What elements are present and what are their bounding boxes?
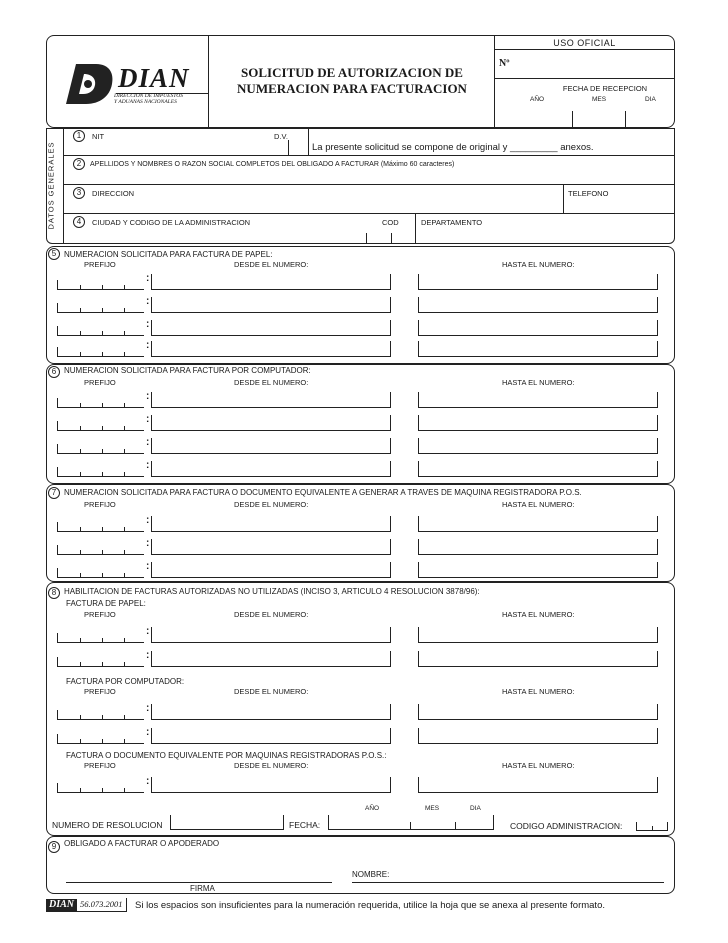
prefijo-input[interactable] bbox=[57, 633, 144, 643]
colon-separator: : bbox=[146, 273, 150, 284]
number-badge-9: 9 bbox=[48, 841, 60, 853]
logo-subtitle-2: Y ADUANAS NACIONALES bbox=[114, 99, 177, 105]
desde-numero-input[interactable] bbox=[151, 728, 391, 744]
firma-line[interactable] bbox=[66, 869, 332, 883]
prefijo-input[interactable] bbox=[57, 710, 144, 720]
desde-numero-input[interactable] bbox=[151, 461, 391, 477]
desde-numero-input[interactable] bbox=[151, 392, 391, 408]
footer-logo: DIAN bbox=[46, 899, 77, 911]
number-badge-3: 3 bbox=[73, 187, 85, 199]
prefijo-input[interactable] bbox=[57, 545, 144, 555]
hasta-numero-input[interactable] bbox=[418, 777, 658, 793]
prefijo-input[interactable] bbox=[57, 303, 144, 313]
footer-code: 56.073.2001 bbox=[80, 899, 123, 909]
colon-separator: : bbox=[146, 391, 150, 402]
section-8-title: HABILITACION DE FACTURAS AUTORIZADAS NO UTILIZADAS (INCISO 3, ARTICULO 4 RESOLUCION 3878/96): bbox=[64, 587, 480, 596]
desde-column-label: DESDE EL NUMERO: bbox=[234, 500, 309, 509]
colon-separator: : bbox=[146, 776, 150, 787]
cod-label: COD bbox=[382, 218, 399, 227]
section-8-sub-pos: FACTURA O DOCUMENTO EQUIVALENTE POR MAQUINAS REGISTRADORAS P.O.S.: bbox=[66, 751, 387, 760]
uso-oficial-label: USO OFICIAL bbox=[553, 38, 616, 48]
res-mes-label: MES bbox=[425, 805, 440, 812]
hasta-numero-input[interactable] bbox=[418, 651, 658, 667]
desde-numero-input[interactable] bbox=[151, 297, 391, 313]
hasta-numero-input[interactable] bbox=[418, 320, 658, 336]
colon-separator: : bbox=[146, 437, 150, 448]
prefijo-input[interactable] bbox=[57, 734, 144, 744]
prefijo-column-label: PREFIJO bbox=[84, 610, 116, 619]
desde-column-label: DESDE EL NUMERO: bbox=[234, 378, 309, 387]
colon-separator: : bbox=[146, 703, 150, 714]
ciudad-input[interactable] bbox=[64, 228, 414, 243]
prefijo-input[interactable] bbox=[57, 467, 144, 477]
razon-social-label: APELLIDOS Y NOMBRES O RAZON SOCIAL COMPLETOS DEL OBLIGADO A FACTURAR (Máximo 60 caracteres) bbox=[90, 161, 455, 168]
section-8-sub-computador: FACTURA POR COMPUTADOR: bbox=[66, 677, 185, 686]
hasta-numero-input[interactable] bbox=[418, 704, 658, 720]
colon-separator: : bbox=[146, 650, 150, 661]
desde-numero-input[interactable] bbox=[151, 341, 391, 357]
desde-column-label: DESDE EL NUMERO: bbox=[234, 687, 309, 696]
res-dia-label: DIA bbox=[470, 805, 481, 812]
footer-note: Si los espacios son insuficientes para la numeración requerida, utilice la hoja que se anexa al presente formato. bbox=[135, 900, 605, 911]
hasta-column-label: HASTA EL NUMERO: bbox=[502, 500, 575, 509]
prefijo-column-label: PREFIJO bbox=[84, 761, 116, 770]
prefijo-column-label: PREFIJO bbox=[84, 500, 116, 509]
hasta-numero-input[interactable] bbox=[418, 297, 658, 313]
desde-numero-input[interactable] bbox=[151, 627, 391, 643]
nombre-label: NOMBRE: bbox=[352, 870, 390, 879]
desde-numero-input[interactable] bbox=[151, 777, 391, 793]
logo-text: DIAN bbox=[118, 63, 190, 93]
number-badge-4: 4 bbox=[73, 216, 85, 228]
desde-numero-input[interactable] bbox=[151, 562, 391, 578]
prefijo-input[interactable] bbox=[57, 347, 144, 357]
section-6-title: NUMERACION SOLICITADA PARA FACTURA POR COMPUTADOR: bbox=[64, 366, 311, 375]
number-badge-8: 8 bbox=[48, 587, 60, 599]
prefijo-input[interactable] bbox=[57, 522, 144, 532]
colon-separator: : bbox=[146, 727, 150, 738]
desde-numero-input[interactable] bbox=[151, 320, 391, 336]
desde-numero-input[interactable] bbox=[151, 704, 391, 720]
codigo-administracion-label: CODIGO ADMINISTRACION: bbox=[510, 821, 623, 831]
hasta-numero-input[interactable] bbox=[418, 341, 658, 357]
hasta-numero-input[interactable] bbox=[418, 562, 658, 578]
desde-numero-input[interactable] bbox=[151, 539, 391, 555]
desde-numero-input[interactable] bbox=[151, 438, 391, 454]
fecha-dia-label: DIA bbox=[645, 96, 656, 103]
fecha-resolucion-input[interactable] bbox=[328, 815, 494, 830]
colon-separator: : bbox=[146, 340, 150, 351]
hasta-numero-input[interactable] bbox=[418, 438, 658, 454]
hasta-numero-input[interactable] bbox=[418, 728, 658, 744]
hasta-numero-input[interactable] bbox=[418, 461, 658, 477]
direccion-label: DIRECCION bbox=[92, 189, 135, 198]
prefijo-input[interactable] bbox=[57, 444, 144, 454]
desde-column-label: DESDE EL NUMERO: bbox=[234, 761, 309, 770]
anexos-text: La presente solicitud se compone de original y _________ anexos. bbox=[312, 142, 594, 153]
prefijo-input[interactable] bbox=[57, 657, 144, 667]
razon-social-input[interactable] bbox=[64, 170, 675, 184]
form-title-line1: SOLICITUD DE AUTORIZACION DE bbox=[241, 65, 463, 80]
colon-separator: : bbox=[146, 319, 150, 330]
fecha-label: FECHA: bbox=[289, 820, 321, 830]
section-8-sub-papel: FACTURA DE PAPEL: bbox=[66, 599, 146, 608]
hasta-numero-input[interactable] bbox=[418, 539, 658, 555]
prefijo-column-label: PREFIJO bbox=[84, 378, 116, 387]
prefijo-column-label: PREFIJO bbox=[84, 260, 116, 269]
section-5-title: NUMERACION SOLICITADA PARA FACTURA DE PAPEL: bbox=[64, 250, 273, 259]
colon-separator: : bbox=[146, 538, 150, 549]
colon-separator: : bbox=[146, 626, 150, 637]
departamento-input[interactable] bbox=[416, 228, 674, 243]
datos-generales-side-label: DATOS GENERALES bbox=[46, 141, 56, 230]
departamento-label: DEPARTAMENTO bbox=[421, 218, 483, 227]
desde-numero-input[interactable] bbox=[151, 274, 391, 290]
hasta-numero-input[interactable] bbox=[418, 627, 658, 643]
number-badge-6: 6 bbox=[48, 366, 60, 378]
dian-emblem-icon bbox=[62, 62, 114, 106]
res-ano-label: AÑO bbox=[365, 805, 380, 812]
prefijo-input[interactable] bbox=[57, 398, 144, 408]
numero-resolucion-label: NUMERO DE RESOLUCION bbox=[52, 820, 163, 830]
nombre-line[interactable] bbox=[352, 869, 664, 883]
ciudad-label: CIUDAD Y CODIGO DE LA ADMINISTRACION bbox=[92, 218, 251, 227]
hasta-column-label: HASTA EL NUMERO: bbox=[502, 378, 575, 387]
fecha-ano-label: AÑO bbox=[530, 96, 545, 103]
numero-resolucion-input[interactable] bbox=[170, 815, 284, 830]
prefijo-column-label: PREFIJO bbox=[84, 687, 116, 696]
desde-numero-input[interactable] bbox=[151, 415, 391, 431]
fecha-mes-label: MES bbox=[592, 96, 607, 103]
nit-input[interactable] bbox=[64, 141, 288, 155]
colon-separator: : bbox=[146, 515, 150, 526]
telefono-label: TELEFONO bbox=[568, 189, 609, 198]
hasta-column-label: HASTA EL NUMERO: bbox=[502, 761, 575, 770]
colon-separator: : bbox=[146, 460, 150, 471]
hasta-column-label: HASTA EL NUMERO: bbox=[502, 260, 575, 269]
number-badge-7: 7 bbox=[48, 487, 60, 499]
hasta-column-label: HASTA EL NUMERO: bbox=[502, 687, 575, 696]
hasta-numero-input[interactable] bbox=[418, 392, 658, 408]
number-badge-1: 1 bbox=[73, 130, 85, 142]
nit-label: NIT bbox=[92, 132, 105, 141]
colon-separator: : bbox=[146, 561, 150, 572]
number-badge-5: 5 bbox=[48, 248, 60, 260]
prefijo-input[interactable] bbox=[57, 568, 144, 578]
hasta-numero-input[interactable] bbox=[418, 415, 658, 431]
logo-subtitle-1: DIRECCION DE IMPUESTOS bbox=[114, 93, 183, 99]
direccion-input[interactable] bbox=[64, 198, 562, 212]
prefijo-input[interactable] bbox=[57, 280, 144, 290]
section-7-title: NUMERACION SOLICITADA PARA FACTURA O DOCUMENTO EQUIVALENTE A GENERAR A TRAVES DE MAQUINA REGISTRADORA P.O.S. bbox=[64, 488, 582, 497]
prefijo-input[interactable] bbox=[57, 783, 144, 793]
desde-numero-input[interactable] bbox=[151, 651, 391, 667]
hasta-numero-input[interactable] bbox=[418, 274, 658, 290]
desde-column-label: DESDE EL NUMERO: bbox=[234, 610, 309, 619]
fecha-recepcion-label: FECHA DE RECEPCION bbox=[562, 84, 648, 93]
desde-column-label: DESDE EL NUMERO: bbox=[234, 260, 309, 269]
firma-label: FIRMA bbox=[190, 884, 215, 893]
hasta-column-label: HASTA EL NUMERO: bbox=[502, 610, 575, 619]
telefono-input[interactable] bbox=[564, 198, 674, 212]
form-title-line2: NUMERACION PARA FACTURACION bbox=[237, 81, 467, 96]
hasta-numero-input[interactable] bbox=[418, 516, 658, 532]
dv-label: D.V. bbox=[274, 132, 288, 141]
section-9-title: OBLIGADO A FACTURAR O APODERADO bbox=[64, 839, 220, 848]
prefijo-input[interactable] bbox=[57, 326, 144, 336]
desde-numero-input[interactable] bbox=[151, 516, 391, 532]
numero-label: Nº bbox=[499, 58, 510, 69]
number-badge-2: 2 bbox=[73, 158, 85, 170]
dian-logo bbox=[62, 62, 212, 108]
prefijo-input[interactable] bbox=[57, 421, 144, 431]
colon-separator: : bbox=[146, 296, 150, 307]
colon-separator: : bbox=[146, 414, 150, 425]
